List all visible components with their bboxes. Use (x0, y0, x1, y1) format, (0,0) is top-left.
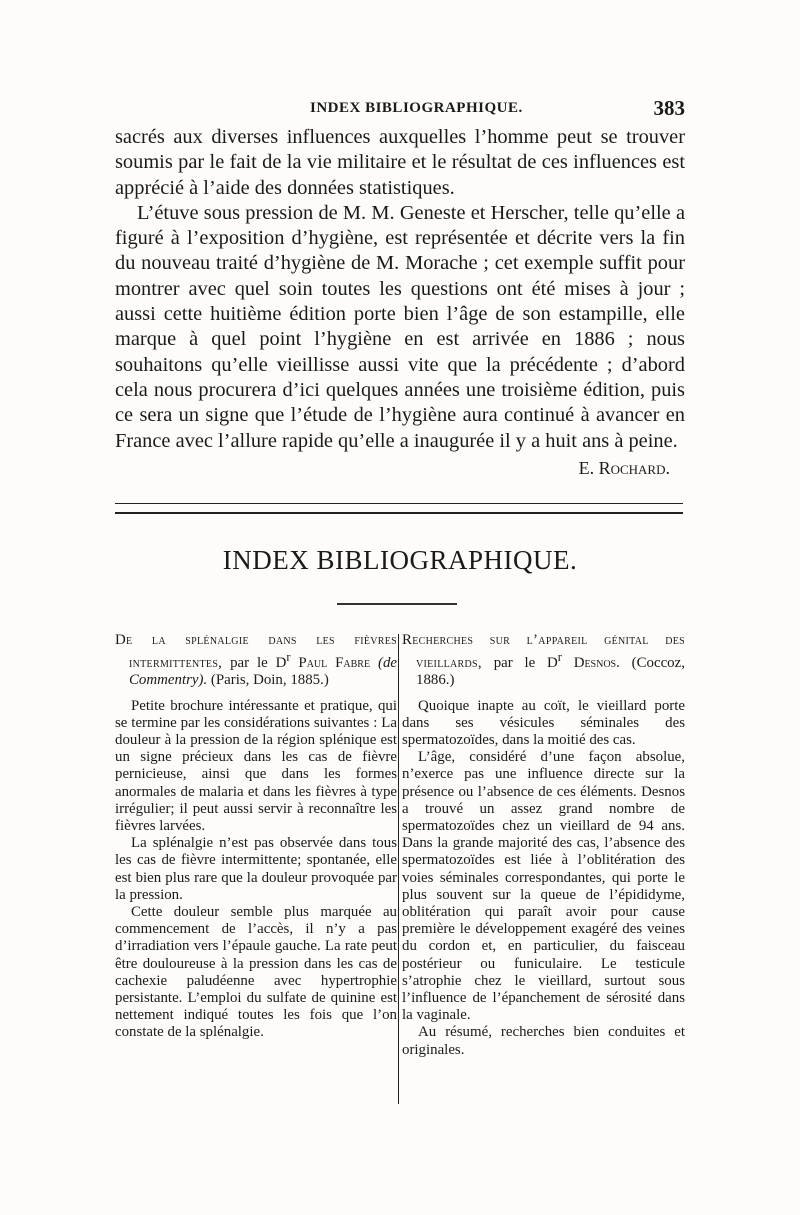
left-paragraph-3: Cette douleur semble plus marquée au commencement de l’accès, il n’y a pas d’irradiation vers l’épaule gauche. La rate peut être douloureuse à la pression dans les cas de cachexie paludéenne avec hypertrophie persistante. L’emploi du sulfate de quinine est nettement indiqué toutes les fois que l’on constate de la splénalgie. (115, 904, 397, 1041)
left-entry-title: De la splénalgie dans les fièvres intermittentes, (115, 632, 397, 672)
section-ornament-rule (337, 603, 457, 608)
right-paragraph-1: Quoique inapte au coït, le vieillard porte dans ses vésicules séminales des spermatozoïdes, dans la moitié des cas. (402, 697, 685, 748)
double-rule-divider (115, 503, 683, 514)
left-paragraph-1: Petite brochure intéressante et pratique, qui se termine par les considérations suivantes : La douleur à la pression de la région splénique est un signe précieux dans les cas de fièvre pernicieuse, ainsi que dans les formes anormales de malaria et dans les fièvres à type irrégulier; il peut aussi servir à reconnaître les fièvres larvées. (115, 697, 397, 834)
left-entry-by-sup: r (286, 650, 291, 665)
left-paragraph-2: La splénalgie n’est pas observée dans tous les cas de fièvre intermittente; spontanée, elle est bien plus rare que la douleur provoquée par la pression. (115, 835, 397, 903)
intro-paragraph-1: sacrés aux diverses influences auxquelles l’homme peut se trouver soumis par le fait de la vie militaire et le résultat de ces influences est apprécié à l’aide des données statistiques. (115, 126, 685, 199)
intro-paragraph-2: L’étuve sous pression de M. M. Geneste et Herscher, telle qu’elle a figuré à l’exposition d’hygiène, est représentée et décrite vers la fin du nouveau traité d’hygiène de M. Morache ; cet exemple suffit pour montrer avec quel soin toutes les questions ont été mises à jour ; aussi cette huitième édition porte bien l’âge de son estampille, elle marque à quel point l’hygiène en est arrivée en 1886 ; nous souhaitons qu’elle vieillisse aussi vite que la précédente ; d’abord cela nous procurera d’ici quelques années une troisième édition, puis ce sera un signe que l’étude de l’hygiène aura continué à avancer en France avec l’allure rapide qu’elle a inaugurée il y a huit ans à peine. (115, 201, 685, 452)
right-entry-publisher: (Coccoz, 1886.) (416, 655, 685, 689)
running-head (115, 96, 685, 124)
right-entry-by-sup: r (557, 650, 562, 665)
signature (115, 456, 685, 481)
right-paragraph-2: L’âge, considéré d’une façon absolue, n’exerce pas une influence directe sur la présence ou l’absence de ces éléments. Desnos a trouvé un assez grand nombre de spermatozoïdes chez un vieillard de 94 ans. Dans la grande majorité des cas, l’absence des spermatozoïdes est liée à l’oblitération des voies séminales correspondantes, qui porte le plus souvent sur la queue de l’épididyme, oblitération qui paraît avoir pour cause première le développement exagéré des veines du cordon et, en particulier, du faisceau postérieur ou funiculaire. Le testicule s’atrophie chez le vieillard, surtout sous l’influence de l’épanchement de sérosité dans la vaginale. (402, 749, 685, 1024)
signature-name: Rochard. (598, 457, 670, 478)
intro-text (115, 125, 685, 481)
left-column (115, 632, 397, 1042)
left-entry-journal: (de Commentry). (129, 655, 397, 689)
page-number: 383 (653, 96, 685, 120)
left-entry-by: par le D (230, 655, 287, 672)
running-title: INDEX BIBLIOGRAPHIQUE. (310, 100, 523, 116)
right-paragraph-3: Au résumé, recherches bien conduites et originales. (402, 1024, 685, 1058)
signature-initial: E. (578, 457, 595, 478)
right-entry-by: par le D (493, 655, 558, 672)
right-entry-title: Recherches sur l’appareil génital des vieillards, (402, 632, 685, 672)
right-entry-heading (402, 632, 685, 690)
section-title: INDEX BIBLIOGRAPHIQUE. (222, 545, 578, 575)
column-divider (398, 634, 399, 1104)
left-entry-publisher: (Paris, Doin, 1885.) (210, 672, 329, 689)
two-column-index (115, 632, 685, 1112)
right-column (402, 632, 685, 1059)
left-entry-heading (115, 632, 397, 690)
left-entry-author: Paul Fabre (298, 655, 371, 672)
right-entry-author: Desnos. (573, 655, 620, 672)
